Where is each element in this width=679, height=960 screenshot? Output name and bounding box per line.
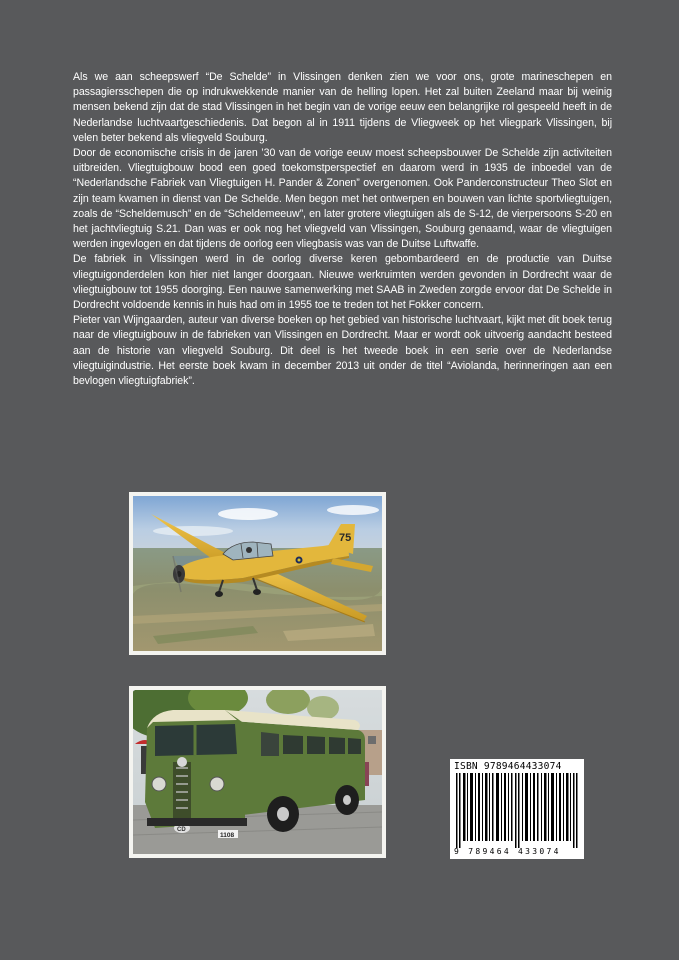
barcode-digits: 9 789464 433074 — [454, 847, 561, 856]
isbn-barcode — [450, 759, 584, 859]
plane-tail-number: 75 — [339, 532, 352, 544]
bus-badge: CD — [177, 827, 186, 833]
plane-photo — [129, 492, 386, 655]
paragraph-author: Pieter van Wijngaarden, auteur van diverse boeken op het gebied van historische luchtvaart, kijkt met dit boek terug naar de vliegtuigbouw in de fabrieken van Vlissingen en Dordrecht. Maar er wordt ook uitvoerig aandacht besteed aan de historie van vliegveld Souburg. Dit deel is het tweede boek in een serie over de Nederlandse vliegtuigindustrie. Het eerste boek kwam in december 2013 uit onder de titel “Aviolanda, herinneringen aan een bevlogen vliegtuigfabriek”. — [73, 314, 612, 388]
back-cover-description — [73, 70, 612, 389]
plane-photo-image — [133, 496, 382, 651]
paragraph-factory: De fabriek in Vlissingen werd in de oorlog diverse keren gebombardeerd en de productie van Duitse vliegtuigonderdelen kon hier niet langer doorgaan. Nieuwe werkruimten werden gevonden in Dordrecht waar de vliegtuigbouw tot 1955 doorging. Een nauwe samenwerking met SAAB in Zweden zorgde ervoor dat De Schelde in Dordrecht voldoende kennis in huis had om in 1955 toe te treden tot het Fokker concern. — [73, 253, 612, 312]
barcode-bars — [454, 773, 580, 848]
bus-photo — [129, 686, 386, 858]
paragraph-crisis: Door de economische crisis in de jaren ’30 van de vorige eeuw moest scheepsbouwer De Schelde zijn activiteiten uitbreiden. Vliegtuigbouw bood een goed toekomstperspectief en daarom werd in 1935 de inboedel van de “Nederlandsche Fabriek van Vliegtuigen H. Pander & Zonen” overgenomen. Ook Panderconstructeur Theo Slot en zijn team kwamen in dienst van De Schelde. Men begon met het ontwerpen en bouwen van lichte sportvliegtuigen, zoals de “Scheldemusch” en de “Scheldemeeuw”, en later grotere vliegtuigen als de S-12, de vierpersoons S-20 en het jachtvliegtuig S.21. Dan was er ook nog het vliegveld van Vlissingen, Souburg genaamd, waar de vliegtuigen werden ingevlogen en dat tijdens de oorlog een vliegbasis was van de Duitse Luftwaffe. — [73, 147, 612, 251]
paragraph-intro: Als we aan scheepswerf “De Schelde” in Vlissingen denken zien we voor ons, grote marineschepen en passagiersschepen die op indrukwekkende manier van de helling lopen. Het zal buiten Zeeland maar bij weinig mensen bekend zijn dat de stad Vlissingen in het begin van de vorige eeuw een belangrijke rol gespeeld heeft in de Nederlandse luchtvaartgeschiedenis. Dat begon al in 1911 tijdens de Vliegweek op het vliegpark Vlissingen, bij velen beter bekend als vliegveld Souburg. — [73, 71, 612, 144]
bus-plate: 1108 — [220, 832, 235, 839]
bus-photo-image — [133, 690, 382, 854]
isbn-label: ISBN 9789464433074 — [454, 761, 562, 772]
